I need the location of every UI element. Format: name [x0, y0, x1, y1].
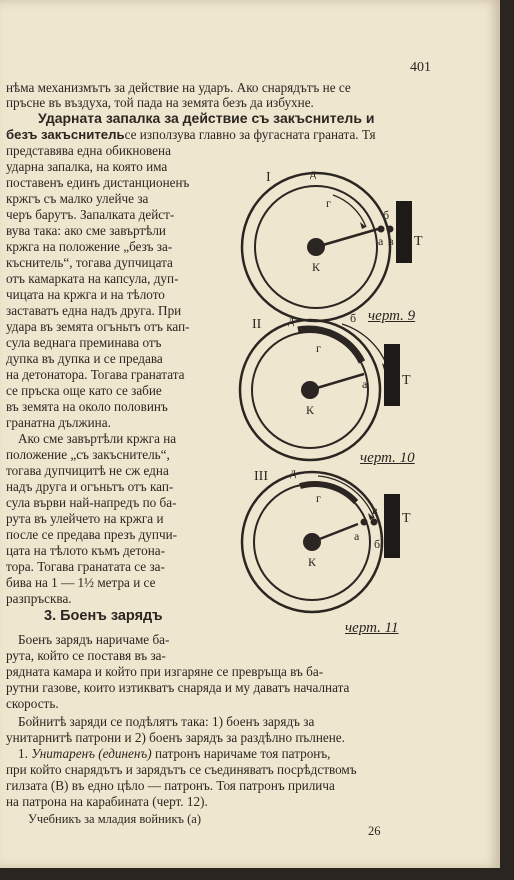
label-b: б [383, 208, 390, 222]
figure-10-fuse-diagram [238, 310, 428, 470]
text-line: къснитель“, тогава дупчицата [6, 255, 173, 270]
text-line: нѣма механизмътъ за действие на ударъ. Ако снарядътъ не се [6, 80, 351, 95]
figure-11-fuse-diagram [238, 462, 428, 622]
text-line: цата на тѣлото къмъ детона- [6, 543, 165, 558]
label-a: а [378, 234, 384, 248]
text-span: патронъ наричаме тоя патронъ, [154, 746, 331, 761]
text-line: поставенъ единъ дистанционенъ [6, 175, 190, 190]
figure-roman-numeral: I [266, 170, 271, 185]
center-hub [301, 381, 319, 399]
text-line: пръсне въ въздуха, той пада на земята безъ да избухне. [6, 95, 314, 110]
text-line: рута, който се поставя въ за- [6, 648, 166, 663]
figure-9-caption: черт. 9 [368, 308, 416, 324]
label-v: в [388, 234, 394, 248]
footer-sheet-number: 26 [368, 824, 381, 838]
text-line: представява една обикновена [6, 143, 171, 158]
label-t: Т [402, 511, 411, 526]
label-k: К [306, 403, 315, 417]
text-span: 1. [18, 746, 28, 761]
footer-book-title: Учебникъ за младия войникъ (а) [28, 812, 201, 826]
section-heading: 3. Боенъ зарядъ [44, 608, 163, 624]
paragraph-heading: Ударната запалка за действие съ закъснитель и [38, 110, 375, 126]
channel-dot [378, 226, 385, 233]
powder-groove [300, 484, 356, 502]
emphasized-term: Унитаренъ (единенъ) [31, 746, 152, 761]
page-number: 401 [410, 60, 431, 75]
text-line: надъ друга и огъньтъ отъ кап- [6, 479, 174, 494]
label-t: Т [414, 234, 423, 249]
text-line: скорость. [6, 696, 59, 711]
text-line: разпръсква. [6, 591, 72, 606]
text-line: заставатъ една надъ друга. При [6, 303, 182, 318]
text-line: Боенъ зарядъ наричаме ба- [18, 632, 170, 647]
text-line: рута въ улейчето на кржга и [6, 511, 164, 526]
center-hub [303, 533, 321, 551]
text-line: кржга на положение „безъ за- [6, 239, 173, 254]
text-line: после се предава презъ дупчи- [6, 527, 178, 542]
text-line: Бойнитѣ заряди се подѣлятъ така: 1) боенъ зарядъ за [18, 714, 315, 729]
text-span: се използува главно за фугасната граната. Тя [124, 127, 376, 142]
figure-11-caption: черт. 11 [345, 620, 399, 636]
text-line: сула веднага преминава отъ [6, 335, 162, 350]
label-v: в [372, 503, 378, 517]
label-a: а [362, 377, 368, 391]
text-line: при който снарядътъ и зарядътъ се съединяватъ посрѣдствомъ [6, 762, 357, 777]
pointer-arm [316, 229, 378, 247]
text-line: бива на 1 — 1½ метра и се [6, 575, 156, 590]
body-block [396, 201, 412, 263]
channel-dot [361, 519, 368, 526]
label-t: Т [402, 373, 411, 388]
label-g: г [316, 341, 321, 355]
label-k: К [308, 555, 317, 569]
label-b: б [350, 311, 357, 325]
figure-9-fuse-diagram [238, 165, 428, 330]
text-line: унитарнитѣ патрони и 2) боенъ зарядъ за раздѣлно пълнене. [6, 730, 345, 745]
text-line: на патрона на карабината (черт. 12). [6, 794, 208, 809]
text-line: чицата на кржга и на тѣлото [6, 287, 165, 302]
text-line: въ земята на около половинъ [6, 399, 168, 414]
center-hub [307, 238, 325, 256]
text-line: кржгъ съ малко улейче за [6, 191, 149, 206]
text-line: вува така: ако сме завъртѣли [6, 223, 166, 238]
figure-roman-numeral: II [252, 317, 262, 332]
text-line: гранатна дължина. [6, 415, 111, 430]
figure-10-caption: черт. 10 [360, 450, 415, 466]
text-line: ударна запалка, на която има [6, 159, 168, 174]
label-b: б [374, 537, 381, 551]
text-line: Ако сме завъртѣли кржга на [18, 431, 177, 446]
text-line: черъ барутъ. Запалката дейст- [6, 207, 175, 222]
text-line: дупка въ дупка и се предава [6, 351, 163, 366]
text-line: отъ камарката на капсула, дуп- [6, 271, 179, 286]
text-line: гилзата (В) въ едно цѣло — патронъ. Тоя патронъ прилича [6, 778, 335, 793]
label-d: д [290, 465, 297, 479]
groove-arc [333, 195, 366, 227]
channel-dot [387, 226, 394, 233]
text-line: сула върви най-напредъ по ба- [6, 495, 177, 510]
label-k: К [312, 260, 321, 274]
label-g: г [326, 196, 331, 210]
text-line: положение „съ закъснитель“, [6, 447, 170, 462]
label-d: д [288, 313, 295, 327]
label-a: а [354, 529, 360, 543]
text-line: на детонатора. Тогава гранатата [6, 367, 185, 382]
text-line: тора. Тогава гранатата се за- [6, 559, 165, 574]
text-line: рядната камара и който при изгаряне се превръща въ ба- [6, 664, 324, 679]
text-line [6, 127, 376, 142]
figure-roman-numeral: III [254, 469, 268, 484]
heading-continuation: безъ закъснитель [6, 127, 125, 142]
text-line: се пръска още като се забие [6, 383, 162, 398]
body-block [384, 344, 400, 406]
text-line [18, 746, 330, 761]
text-line: тогава дупчицитѣ не сж една [6, 463, 169, 478]
body-block [384, 494, 400, 558]
text-line: рутни газове, които изтикватъ снаряда и му даватъ началната [6, 680, 350, 695]
label-g: г [316, 491, 321, 505]
label-d: д [310, 166, 317, 180]
text-line: удара въ земята огъньтъ отъ кап- [6, 319, 190, 334]
channel-dot [371, 519, 378, 526]
